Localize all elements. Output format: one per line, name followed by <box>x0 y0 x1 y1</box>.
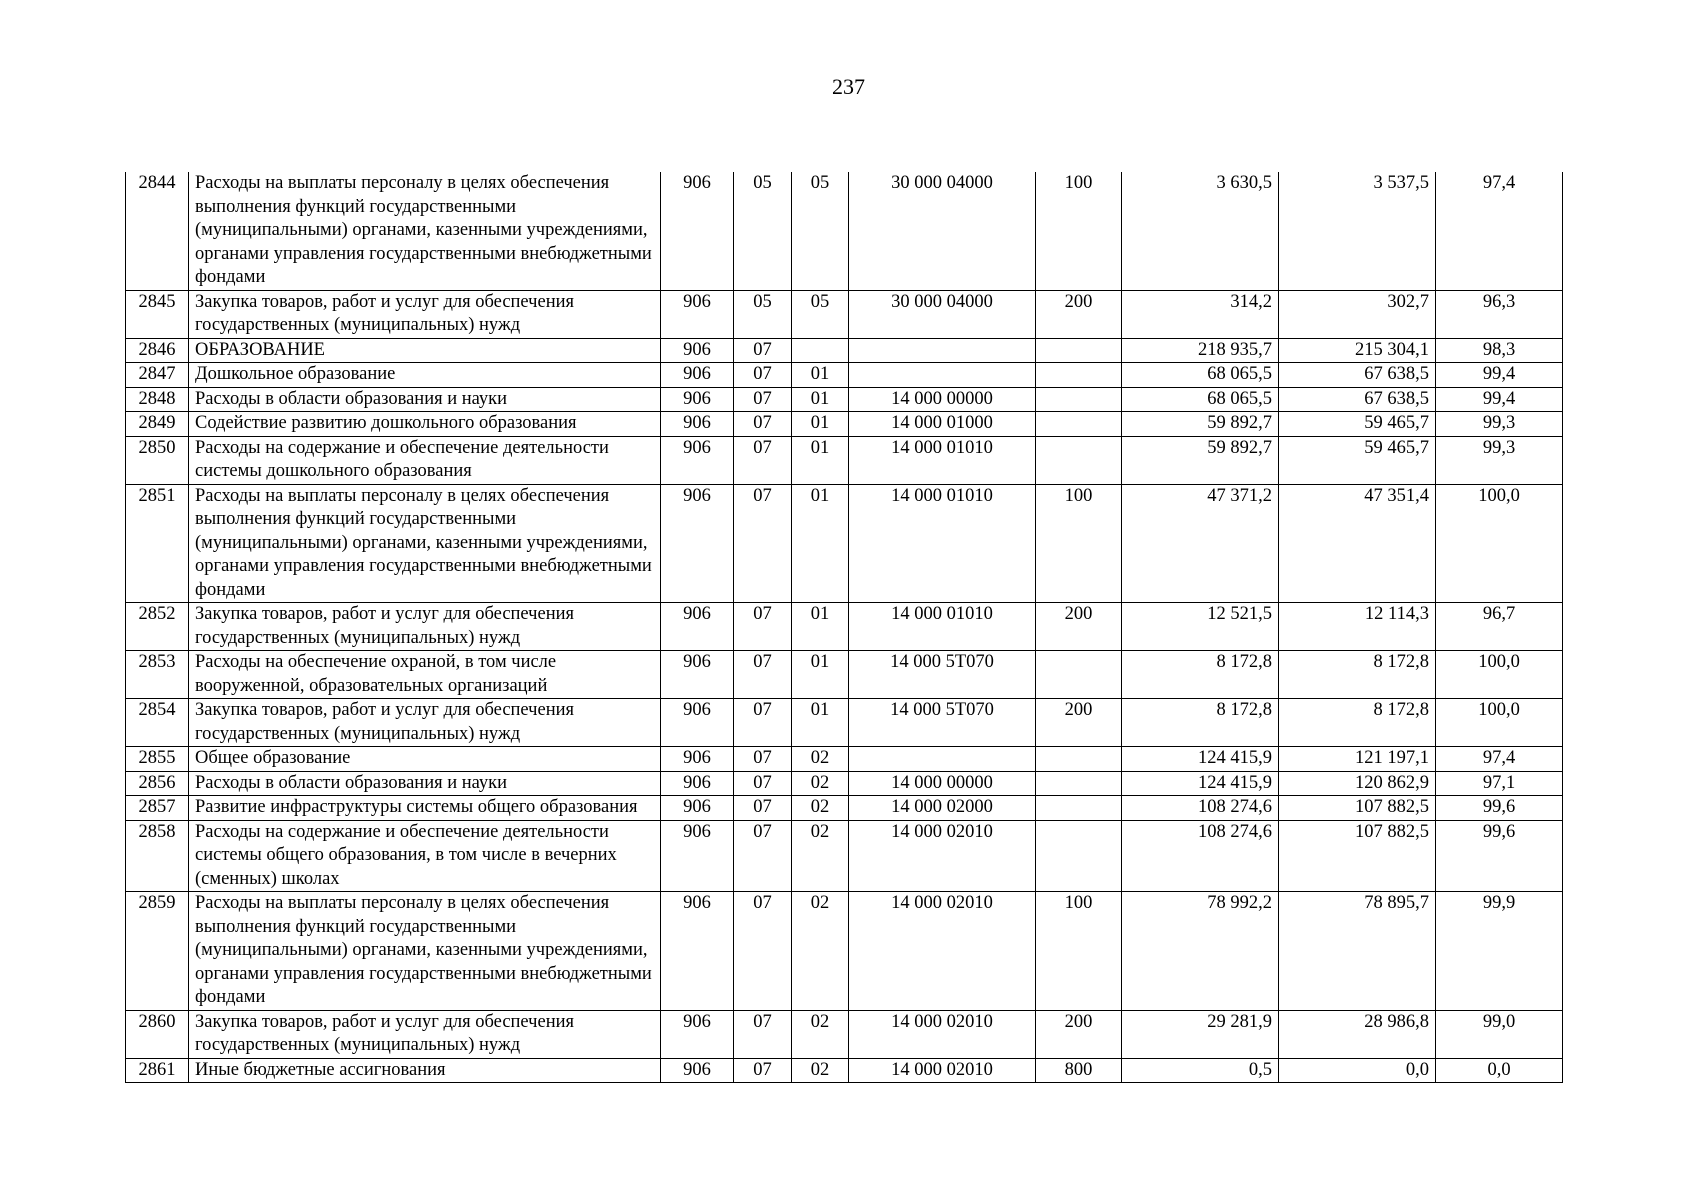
target-article-code: 30 000 04000 <box>849 290 1036 338</box>
budget-table <box>125 172 1563 1083</box>
target-article-code <box>849 747 1036 772</box>
table-row <box>126 290 1563 338</box>
subsection-code: 02 <box>792 892 849 1011</box>
actual-amount: 8 172,8 <box>1279 651 1436 699</box>
execution-percent: 100,0 <box>1436 484 1563 603</box>
row-number: 2856 <box>126 771 189 796</box>
expense-name: Расходы на обеспечение охраной, в том числе вооруженной, образовательных организаций <box>189 651 661 699</box>
grbs-code: 906 <box>661 484 734 603</box>
planned-amount: 8 172,8 <box>1122 651 1279 699</box>
expense-type-code: 800 <box>1036 1058 1122 1083</box>
actual-amount: 215 304,1 <box>1279 338 1436 363</box>
execution-percent: 98,3 <box>1436 338 1563 363</box>
grbs-code: 906 <box>661 771 734 796</box>
actual-amount: 107 882,5 <box>1279 796 1436 821</box>
expense-type-code: 200 <box>1036 603 1122 651</box>
expense-type-code <box>1036 651 1122 699</box>
expense-name: Иные бюджетные ассигнования <box>189 1058 661 1083</box>
row-number: 2847 <box>126 363 189 388</box>
expense-type-code: 200 <box>1036 290 1122 338</box>
expense-type-code <box>1036 436 1122 484</box>
subsection-code <box>792 338 849 363</box>
section-code: 05 <box>734 172 792 290</box>
table-row <box>126 387 1563 412</box>
planned-amount: 59 892,7 <box>1122 436 1279 484</box>
actual-amount: 0,0 <box>1279 1058 1436 1083</box>
actual-amount: 28 986,8 <box>1279 1010 1436 1058</box>
planned-amount: 59 892,7 <box>1122 412 1279 437</box>
row-number: 2860 <box>126 1010 189 1058</box>
expense-name: Расходы на содержание и обеспечение деятельности системы дошкольного образования <box>189 436 661 484</box>
planned-amount: 108 274,6 <box>1122 820 1279 892</box>
row-number: 2858 <box>126 820 189 892</box>
row-number: 2844 <box>126 172 189 290</box>
table-body <box>126 172 1563 1083</box>
subsection-code: 05 <box>792 172 849 290</box>
section-code: 07 <box>734 796 792 821</box>
planned-amount: 124 415,9 <box>1122 747 1279 772</box>
expense-type-code: 100 <box>1036 484 1122 603</box>
expense-name: ОБРАЗОВАНИЕ <box>189 338 661 363</box>
execution-percent: 99,3 <box>1436 436 1563 484</box>
planned-amount: 68 065,5 <box>1122 387 1279 412</box>
execution-percent: 96,3 <box>1436 290 1563 338</box>
grbs-code: 906 <box>661 290 734 338</box>
grbs-code: 906 <box>661 796 734 821</box>
row-number: 2846 <box>126 338 189 363</box>
expense-name: Расходы на выплаты персоналу в целях обеспечения выполнения функций государственными (муниципальными) органами, казенными учреждениями, органами управления государственными внебюджетными фондами <box>189 172 661 290</box>
section-code: 07 <box>734 1010 792 1058</box>
section-code: 07 <box>734 892 792 1011</box>
table-row <box>126 172 1563 290</box>
expense-type-code <box>1036 363 1122 388</box>
row-number: 2845 <box>126 290 189 338</box>
section-code: 05 <box>734 290 792 338</box>
execution-percent: 99,0 <box>1436 1010 1563 1058</box>
row-number: 2861 <box>126 1058 189 1083</box>
subsection-code: 02 <box>792 820 849 892</box>
grbs-code: 906 <box>661 1010 734 1058</box>
execution-percent: 96,7 <box>1436 603 1563 651</box>
row-number: 2857 <box>126 796 189 821</box>
subsection-code: 02 <box>792 747 849 772</box>
grbs-code: 906 <box>661 699 734 747</box>
row-number: 2852 <box>126 603 189 651</box>
execution-percent: 0,0 <box>1436 1058 1563 1083</box>
grbs-code: 906 <box>661 387 734 412</box>
target-article-code: 14 000 02010 <box>849 820 1036 892</box>
table-row <box>126 363 1563 388</box>
execution-percent: 99,6 <box>1436 820 1563 892</box>
row-number: 2851 <box>126 484 189 603</box>
target-article-code: 14 000 01010 <box>849 484 1036 603</box>
grbs-code: 906 <box>661 820 734 892</box>
expense-name: Закупка товаров, работ и услуг для обеспечения государственных (муниципальных) нужд <box>189 699 661 747</box>
section-code: 07 <box>734 603 792 651</box>
expense-name: Общее образование <box>189 747 661 772</box>
section-code: 07 <box>734 338 792 363</box>
expense-name: Расходы в области образования и науки <box>189 387 661 412</box>
section-code: 07 <box>734 699 792 747</box>
expense-name: Расходы на выплаты персоналу в целях обеспечения выполнения функций государственными (муниципальными) органами, казенными учреждениями, органами управления государственными внебюджетными фондами <box>189 484 661 603</box>
subsection-code: 01 <box>792 484 849 603</box>
actual-amount: 59 465,7 <box>1279 436 1436 484</box>
target-article-code: 14 000 01010 <box>849 603 1036 651</box>
subsection-code: 01 <box>792 436 849 484</box>
execution-percent: 99,4 <box>1436 387 1563 412</box>
table-row <box>126 820 1563 892</box>
actual-amount: 78 895,7 <box>1279 892 1436 1011</box>
execution-percent: 97,1 <box>1436 771 1563 796</box>
section-code: 07 <box>734 484 792 603</box>
table-row <box>126 699 1563 747</box>
subsection-code: 01 <box>792 412 849 437</box>
grbs-code: 906 <box>661 892 734 1011</box>
expense-name: Закупка товаров, работ и услуг для обеспечения государственных (муниципальных) нужд <box>189 290 661 338</box>
subsection-code: 02 <box>792 771 849 796</box>
expense-type-code: 200 <box>1036 699 1122 747</box>
planned-amount: 29 281,9 <box>1122 1010 1279 1058</box>
table-row <box>126 651 1563 699</box>
table-row <box>126 1058 1563 1083</box>
target-article-code: 14 000 5Т070 <box>849 651 1036 699</box>
execution-percent: 100,0 <box>1436 651 1563 699</box>
planned-amount: 12 521,5 <box>1122 603 1279 651</box>
actual-amount: 47 351,4 <box>1279 484 1436 603</box>
row-number: 2854 <box>126 699 189 747</box>
target-article-code: 14 000 01010 <box>849 436 1036 484</box>
subsection-code: 02 <box>792 1058 849 1083</box>
row-number: 2848 <box>126 387 189 412</box>
section-code: 07 <box>734 363 792 388</box>
planned-amount: 47 371,2 <box>1122 484 1279 603</box>
planned-amount: 218 935,7 <box>1122 338 1279 363</box>
execution-percent: 99,3 <box>1436 412 1563 437</box>
execution-percent: 99,4 <box>1436 363 1563 388</box>
table-row <box>126 338 1563 363</box>
table-row <box>126 796 1563 821</box>
execution-percent: 100,0 <box>1436 699 1563 747</box>
actual-amount: 67 638,5 <box>1279 387 1436 412</box>
actual-amount: 302,7 <box>1279 290 1436 338</box>
actual-amount: 8 172,8 <box>1279 699 1436 747</box>
actual-amount: 107 882,5 <box>1279 820 1436 892</box>
expense-type-code <box>1036 747 1122 772</box>
table-row <box>126 603 1563 651</box>
expense-name: Развитие инфраструктуры системы общего образования <box>189 796 661 821</box>
grbs-code: 906 <box>661 363 734 388</box>
page-number: 237 <box>832 74 865 99</box>
expense-type-code <box>1036 338 1122 363</box>
table-row <box>126 484 1563 603</box>
execution-percent: 97,4 <box>1436 747 1563 772</box>
row-number: 2855 <box>126 747 189 772</box>
subsection-code: 01 <box>792 387 849 412</box>
table-row <box>126 412 1563 437</box>
expense-name: Закупка товаров, работ и услуг для обеспечения государственных (муниципальных) нужд <box>189 1010 661 1058</box>
target-article-code: 14 000 02000 <box>849 796 1036 821</box>
expense-type-code: 100 <box>1036 892 1122 1011</box>
execution-percent: 99,9 <box>1436 892 1563 1011</box>
expense-type-code <box>1036 771 1122 796</box>
actual-amount: 12 114,3 <box>1279 603 1436 651</box>
target-article-code: 14 000 01000 <box>849 412 1036 437</box>
expense-name: Расходы на содержание и обеспечение деятельности системы общего образования, в том числе в вечерних (сменных) школах <box>189 820 661 892</box>
target-article-code: 14 000 02010 <box>849 1058 1036 1083</box>
grbs-code: 906 <box>661 651 734 699</box>
target-article-code: 14 000 00000 <box>849 771 1036 796</box>
grbs-code: 906 <box>661 172 734 290</box>
subsection-code: 02 <box>792 1010 849 1058</box>
section-code: 07 <box>734 436 792 484</box>
section-code: 07 <box>734 1058 792 1083</box>
expense-type-code: 200 <box>1036 1010 1122 1058</box>
table-row <box>126 1010 1563 1058</box>
actual-amount: 3 537,5 <box>1279 172 1436 290</box>
grbs-code: 906 <box>661 412 734 437</box>
planned-amount: 314,2 <box>1122 290 1279 338</box>
expense-name: Дошкольное образование <box>189 363 661 388</box>
grbs-code: 906 <box>661 603 734 651</box>
planned-amount: 108 274,6 <box>1122 796 1279 821</box>
expense-type-code <box>1036 412 1122 437</box>
target-article-code: 14 000 02010 <box>849 892 1036 1011</box>
section-code: 07 <box>734 387 792 412</box>
expense-type-code <box>1036 820 1122 892</box>
target-article-code: 30 000 04000 <box>849 172 1036 290</box>
table-row <box>126 771 1563 796</box>
actual-amount: 59 465,7 <box>1279 412 1436 437</box>
subsection-code: 01 <box>792 651 849 699</box>
execution-percent: 99,6 <box>1436 796 1563 821</box>
section-code: 07 <box>734 747 792 772</box>
expense-name: Содействие развитию дошкольного образования <box>189 412 661 437</box>
grbs-code: 906 <box>661 436 734 484</box>
table-row <box>126 436 1563 484</box>
target-article-code <box>849 363 1036 388</box>
target-article-code: 14 000 5Т070 <box>849 699 1036 747</box>
row-number: 2850 <box>126 436 189 484</box>
planned-amount: 3 630,5 <box>1122 172 1279 290</box>
expense-type-code <box>1036 387 1122 412</box>
actual-amount: 121 197,1 <box>1279 747 1436 772</box>
target-article-code <box>849 338 1036 363</box>
expense-name: Расходы на выплаты персоналу в целях обеспечения выполнения функций государственными (муниципальными) органами, казенными учреждениями, органами управления государственными внебюджетными фондами <box>189 892 661 1011</box>
subsection-code: 01 <box>792 603 849 651</box>
target-article-code: 14 000 02010 <box>849 1010 1036 1058</box>
section-code: 07 <box>734 771 792 796</box>
row-number: 2853 <box>126 651 189 699</box>
actual-amount: 120 862,9 <box>1279 771 1436 796</box>
table-row <box>126 892 1563 1011</box>
subsection-code: 02 <box>792 796 849 821</box>
grbs-code: 906 <box>661 1058 734 1083</box>
subsection-code: 01 <box>792 363 849 388</box>
target-article-code: 14 000 00000 <box>849 387 1036 412</box>
actual-amount: 67 638,5 <box>1279 363 1436 388</box>
planned-amount: 68 065,5 <box>1122 363 1279 388</box>
expense-type-code: 100 <box>1036 172 1122 290</box>
grbs-code: 906 <box>661 338 734 363</box>
planned-amount: 8 172,8 <box>1122 699 1279 747</box>
section-code: 07 <box>734 651 792 699</box>
expense-name: Расходы в области образования и науки <box>189 771 661 796</box>
section-code: 07 <box>734 820 792 892</box>
expense-type-code <box>1036 796 1122 821</box>
subsection-code: 05 <box>792 290 849 338</box>
planned-amount: 124 415,9 <box>1122 771 1279 796</box>
section-code: 07 <box>734 412 792 437</box>
planned-amount: 0,5 <box>1122 1058 1279 1083</box>
row-number: 2859 <box>126 892 189 1011</box>
row-number: 2849 <box>126 412 189 437</box>
execution-percent: 97,4 <box>1436 172 1563 290</box>
table-row <box>126 747 1563 772</box>
expense-name: Закупка товаров, работ и услуг для обеспечения государственных (муниципальных) нужд <box>189 603 661 651</box>
planned-amount: 78 992,2 <box>1122 892 1279 1011</box>
grbs-code: 906 <box>661 747 734 772</box>
subsection-code: 01 <box>792 699 849 747</box>
